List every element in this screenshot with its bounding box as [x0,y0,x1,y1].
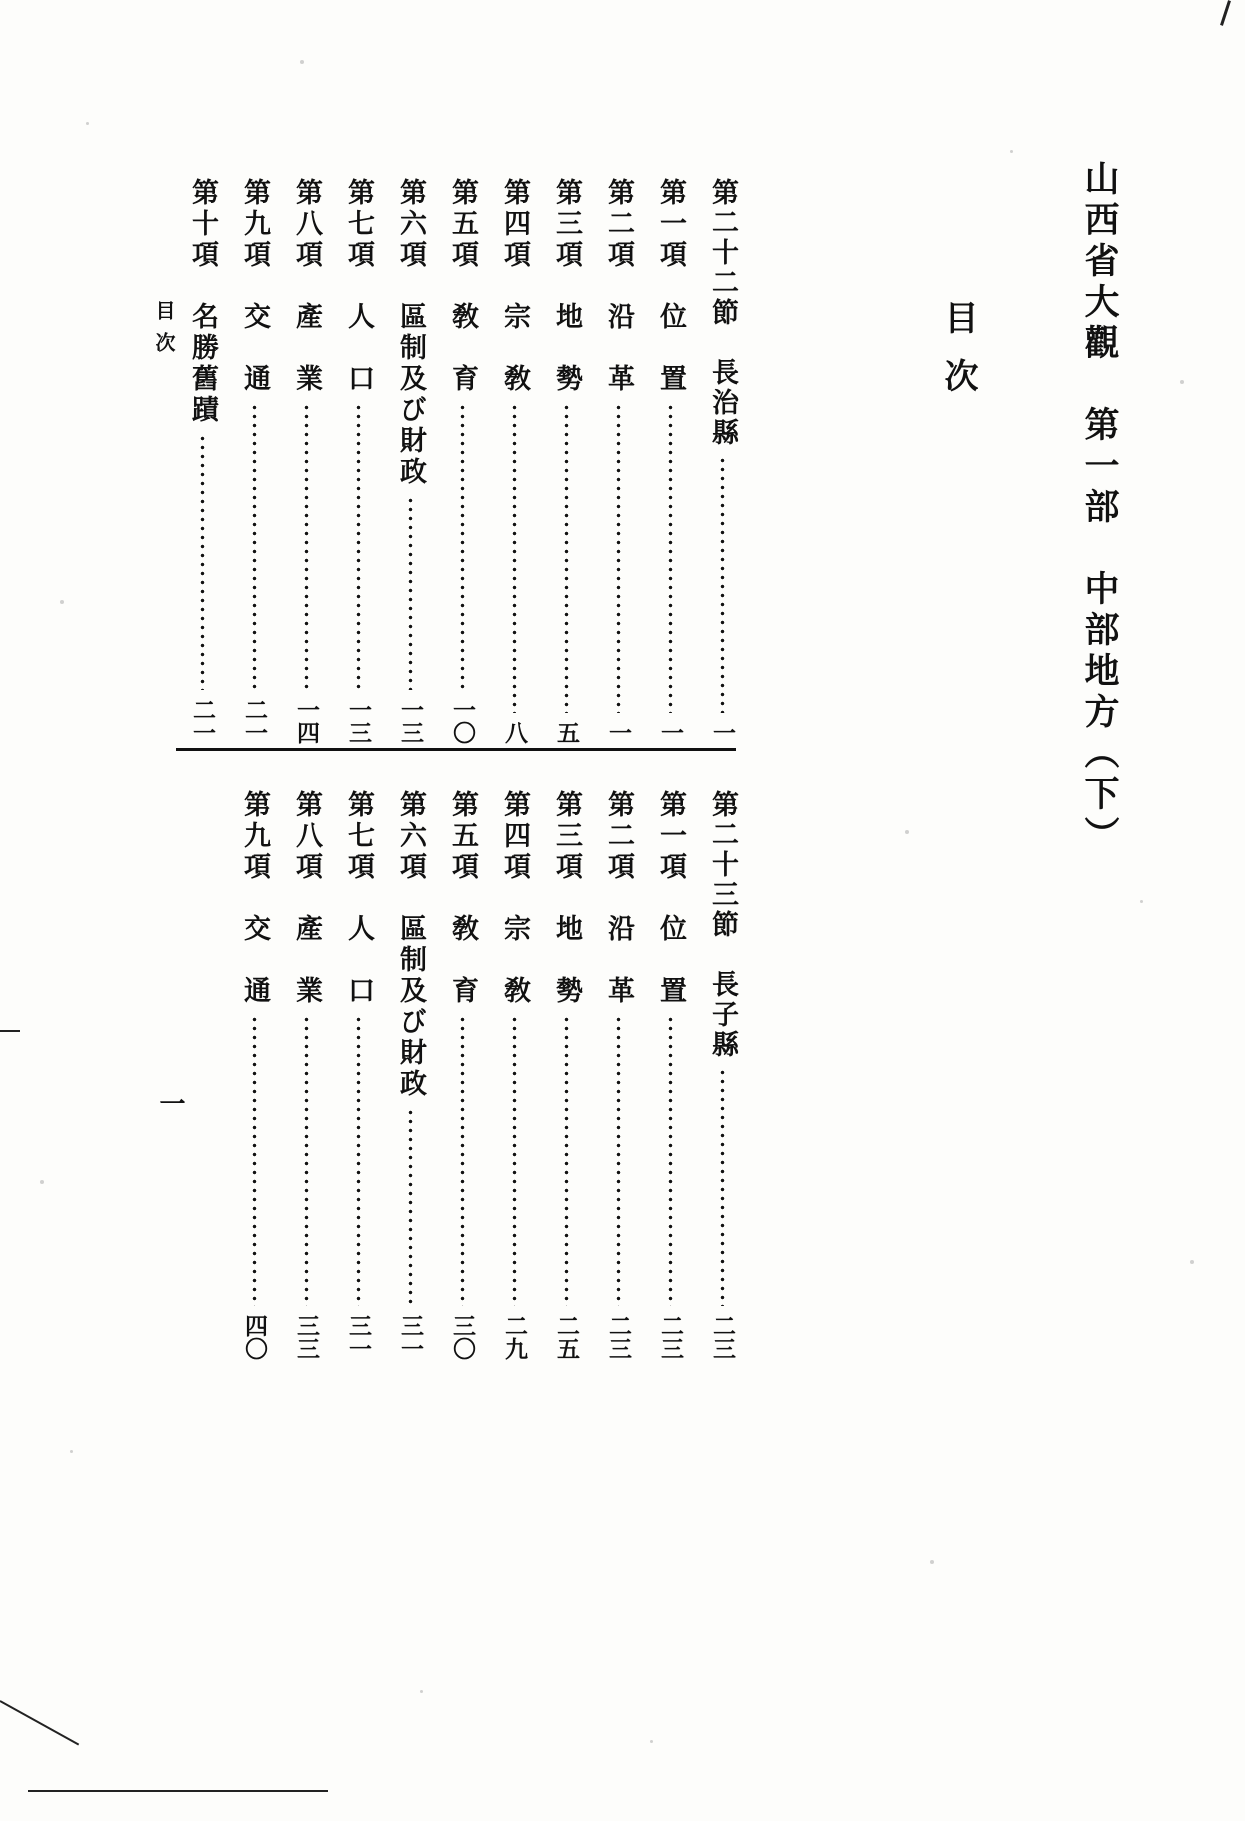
toc-entry[interactable] [397,790,424,1360]
toc-entry-label: 第七項 人 口 [343,178,374,395]
toc-entry[interactable] [501,178,528,744]
toc-entry-page: 四〇 [241,1314,268,1360]
toc-leader [304,403,309,690]
toc-entry-page: 一 [657,721,684,744]
toc-entry-label: 第十項 名勝舊蹟 [187,178,218,426]
toc-leader [356,1015,361,1306]
scan-speck [905,830,909,834]
scan-speck [420,1690,423,1693]
toc-heading: 目次 [938,300,978,416]
toc-entry[interactable] [605,178,632,744]
toc-entry-page: 一〇 [449,698,476,744]
toc-entry[interactable] [657,790,684,1360]
toc-entry[interactable] [449,790,476,1360]
toc-section-page: 二三 [709,1314,736,1360]
toc-entry-label: 第二項 沿 革 [603,178,634,395]
toc-entry-label: 第九項 交 通 [239,178,270,395]
toc-entry-label: 第一項 位 置 [655,178,686,395]
scan-edge-mark-top-right [1220,0,1231,26]
toc-entry-page: 二一 [189,698,216,744]
toc-leader [564,1015,569,1306]
toc-leader [512,403,517,713]
toc-entry-page: 二五 [553,1314,580,1360]
toc-entry-label: 第八項 產 業 [291,790,322,1007]
toc-entry-page: 五 [553,721,580,744]
scan-speck [1180,380,1184,384]
scan-speck [40,1180,44,1184]
toc-section-entry[interactable] [709,178,736,744]
folio-number: 一 [155,1090,185,1118]
toc-entry[interactable] [293,178,320,744]
toc-leader [460,1015,465,1306]
toc-entry-page: 三〇 [449,1314,476,1360]
toc-leader [720,456,725,713]
scan-speck [930,1560,934,1564]
toc-entry[interactable] [553,790,580,1360]
toc-leader [460,403,465,690]
toc-entry-label: 第九項 交 通 [239,790,270,1007]
scan-speck [1190,1260,1194,1264]
toc-entry[interactable] [241,178,268,744]
toc-entry[interactable] [657,178,684,744]
toc-entry-page: 一三 [397,698,424,744]
scan-edge-mark-left [0,1030,20,1032]
toc-leader [616,403,621,713]
toc-leader [720,1068,725,1306]
toc-entry-label: 第七項 人 口 [343,790,374,1007]
toc-entry-label: 第三項 地 勢 [551,178,582,395]
toc-section-label: 第二十二節 長治縣 [707,178,738,448]
toc-entry[interactable] [553,178,580,744]
toc-entry-label: 第五項 敎 育 [447,790,478,1007]
toc-entry[interactable] [397,178,424,744]
toc-entry-label: 第二項 沿 革 [603,790,634,1007]
toc-entry[interactable] [241,790,268,1360]
scan-speck [650,1740,653,1743]
toc-leader [304,1015,309,1306]
toc-section-label: 第二十三節 長子縣 [707,790,738,1060]
running-head: 目次 [152,300,176,364]
scan-speck [60,600,64,604]
toc-entry-page: 一四 [293,698,320,744]
toc-entry-page: 八 [501,721,528,744]
toc-leader [252,403,257,690]
toc-entry-page: 二一 [241,698,268,744]
toc-entry[interactable] [345,178,372,744]
toc-entry[interactable] [605,790,632,1360]
toc-entry-label: 第六項 區制及び財政 [395,790,426,1100]
toc-entry-page: 二九 [501,1314,528,1360]
toc-entry-label: 第四項 宗 敎 [499,790,530,1007]
toc-entry-page: 一 [605,721,632,744]
toc-leader [408,496,413,690]
toc-leader [252,1015,257,1306]
toc-entry[interactable] [449,178,476,744]
toc-block-chang-zhi [176,178,736,744]
toc-entry-page: 一三 [345,698,372,744]
page-title: 山西省大觀 第一部 中部地方（下） [1079,160,1120,857]
block-divider [176,748,736,751]
toc-entry-label: 第四項 宗 敎 [499,178,530,395]
scan-speck [86,122,89,125]
toc-leader [668,403,673,713]
toc-entry-page: 三三 [293,1314,320,1360]
scan-edge-mark-bottom [28,1790,328,1792]
toc-leader [668,1015,673,1306]
toc-leader [616,1015,621,1306]
toc-entry-label: 第八項 產 業 [291,178,322,395]
toc-entry[interactable] [501,790,528,1360]
toc-entry-page: 二三 [657,1314,684,1360]
toc-entry-label: 第五項 敎 育 [447,178,478,395]
toc-leader [408,1108,413,1306]
toc-entry-label: 第六項 區制及び財政 [395,178,426,488]
toc-section-entry[interactable] [709,790,736,1360]
toc-block-zhang-zi [176,790,736,1360]
scan-speck [1010,150,1013,153]
toc-entry-page: 二三 [605,1314,632,1360]
toc-entry[interactable] [293,790,320,1360]
toc-entry-page: 三一 [397,1314,424,1360]
toc-leader [564,403,569,713]
scan-speck [70,1450,73,1453]
toc-leader [356,403,361,690]
toc-leader [512,1015,517,1306]
toc-entry[interactable] [189,178,216,744]
scan-speck [1140,900,1143,903]
toc-section-page: 一 [709,721,736,744]
toc-entry-label: 第三項 地 勢 [551,790,582,1007]
toc-leader [200,434,205,690]
toc-entry-label: 第一項 位 置 [655,790,686,1007]
toc-entry-page: 三一 [345,1314,372,1360]
scan-speck [300,60,304,64]
toc-entry[interactable] [345,790,372,1360]
scan-edge-mark-bottom-left [0,1700,79,1745]
